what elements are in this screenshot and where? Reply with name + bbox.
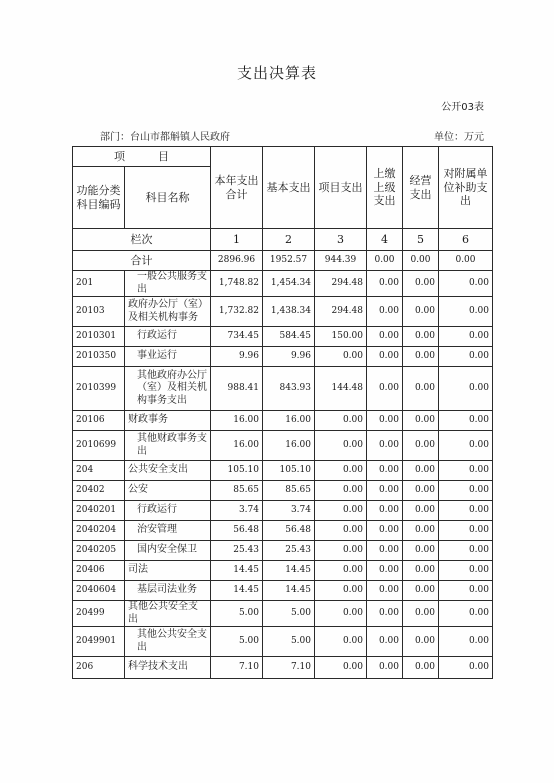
- amount-cell: 0.00: [403, 521, 439, 541]
- table-row: [73, 501, 493, 521]
- page-title: 支出决算表: [236, 64, 317, 82]
- amount-cell: 1,454.34: [263, 271, 315, 297]
- amount-cell: 9.96: [211, 347, 263, 367]
- header-project: 项目支出: [315, 147, 367, 229]
- amount-cell: 16.00: [263, 431, 315, 461]
- amount-cell: 0.00: [439, 461, 493, 481]
- column-index: 6: [439, 229, 493, 251]
- header-upper: 上缴上级支出: [367, 147, 403, 229]
- amount-cell: 0.00: [315, 347, 367, 367]
- amount-cell: 0.00: [439, 601, 493, 627]
- amount-cell: 0.00: [439, 271, 493, 297]
- column-index-label: 栏次: [73, 229, 211, 251]
- amount-cell: 0.00: [367, 461, 403, 481]
- amount-cell: 0.00: [367, 561, 403, 581]
- amount-cell: 294.48: [315, 271, 367, 297]
- total-value: 0.00: [439, 251, 493, 271]
- amount-cell: 25.43: [263, 541, 315, 561]
- subject-code: 206: [73, 657, 125, 679]
- amount-cell: 0.00: [439, 481, 493, 501]
- unit-label: 单位：万元: [434, 132, 484, 143]
- subject-code: 2010301: [73, 327, 125, 347]
- subject-name: 一般公共服务支出: [125, 271, 211, 297]
- subject-name: 国内安全保卫: [125, 541, 211, 561]
- amount-cell: 0.00: [439, 657, 493, 679]
- header-subsidy: 对附属单位补助支出: [439, 147, 493, 229]
- amount-cell: 56.48: [211, 521, 263, 541]
- amount-cell: 1,732.82: [211, 297, 263, 327]
- subject-name: 财政事务: [125, 411, 211, 431]
- amount-cell: 734.45: [211, 327, 263, 347]
- subject-name: 其他公共安全支出: [125, 627, 211, 657]
- header-func-code: 功能分类科目编码: [73, 167, 125, 229]
- amount-cell: 0.00: [315, 657, 367, 679]
- amount-cell: 0.00: [367, 541, 403, 561]
- subject-code: 20499: [73, 601, 125, 627]
- table-row: [73, 271, 493, 297]
- header-subject-name: 科目名称: [125, 167, 211, 229]
- column-index-row: [73, 229, 493, 251]
- amount-cell: 0.00: [367, 411, 403, 431]
- amount-cell: 0.00: [403, 327, 439, 347]
- header-basic: 基本支出: [263, 147, 315, 229]
- table-row: [73, 561, 493, 581]
- amount-cell: 0.00: [315, 541, 367, 561]
- amount-cell: 5.00: [263, 601, 315, 627]
- amount-cell: 14.45: [263, 581, 315, 601]
- amount-cell: 0.00: [439, 627, 493, 657]
- amount-cell: 0.00: [367, 367, 403, 411]
- amount-cell: 105.10: [263, 461, 315, 481]
- subject-code: 2040204: [73, 521, 125, 541]
- table-row: [73, 347, 493, 367]
- total-value: 2896.96: [211, 251, 263, 271]
- subject-code: 2040604: [73, 581, 125, 601]
- total-label: 合计: [73, 251, 211, 271]
- column-index: 3: [315, 229, 367, 251]
- table-row: [73, 601, 493, 627]
- total-value: 0.00: [367, 251, 403, 271]
- amount-cell: 0.00: [367, 601, 403, 627]
- subject-name: 行政运行: [125, 501, 211, 521]
- table-row: [73, 541, 493, 561]
- amount-cell: 0.00: [403, 541, 439, 561]
- column-index: 2: [263, 229, 315, 251]
- subject-name: 政府办公厅（室）及相关机构事务: [125, 297, 211, 327]
- total-value: 1952.57: [263, 251, 315, 271]
- amount-cell: 0.00: [403, 627, 439, 657]
- amount-cell: 0.00: [367, 657, 403, 679]
- amount-cell: 0.00: [439, 521, 493, 541]
- column-index: 5: [403, 229, 439, 251]
- amount-cell: 3.74: [211, 501, 263, 521]
- amount-cell: 0.00: [403, 581, 439, 601]
- amount-cell: 843.93: [263, 367, 315, 411]
- amount-cell: 105.10: [211, 461, 263, 481]
- amount-cell: 0.00: [403, 347, 439, 367]
- amount-cell: 1,748.82: [211, 271, 263, 297]
- amount-cell: 0.00: [367, 431, 403, 461]
- table-row: [73, 581, 493, 601]
- subject-code: 2049901: [73, 627, 125, 657]
- amount-cell: 0.00: [403, 481, 439, 501]
- amount-cell: 0.00: [439, 581, 493, 601]
- amount-cell: 0.00: [367, 271, 403, 297]
- amount-cell: 0.00: [403, 297, 439, 327]
- subject-code: 2010350: [73, 347, 125, 367]
- amount-cell: 584.45: [263, 327, 315, 347]
- amount-cell: 0.00: [439, 561, 493, 581]
- amount-cell: 0.00: [403, 501, 439, 521]
- table-row: [73, 411, 493, 431]
- amount-cell: 0.00: [439, 501, 493, 521]
- column-index: 4: [367, 229, 403, 251]
- amount-cell: 0.00: [439, 327, 493, 347]
- total-value: 0.00: [403, 251, 439, 271]
- column-index: 1: [211, 229, 263, 251]
- amount-cell: 56.48: [263, 521, 315, 541]
- amount-cell: 0.00: [403, 431, 439, 461]
- amount-cell: 85.65: [263, 481, 315, 501]
- amount-cell: 0.00: [367, 327, 403, 347]
- subject-name: 公共安全支出: [125, 461, 211, 481]
- table-row: [73, 327, 493, 347]
- amount-cell: 0.00: [403, 561, 439, 581]
- amount-cell: 0.00: [315, 431, 367, 461]
- subject-name: 其他政府办公厅（室）及相关机构事务支出: [125, 367, 211, 411]
- header-total: 本年支出合计: [211, 147, 263, 229]
- amount-cell: 0.00: [367, 501, 403, 521]
- amount-cell: 7.10: [263, 657, 315, 679]
- table-row: [73, 627, 493, 657]
- subject-name: 公安: [125, 481, 211, 501]
- subject-name: 科学技术支出: [125, 657, 211, 679]
- amount-cell: 9.96: [263, 347, 315, 367]
- amount-cell: 0.00: [403, 461, 439, 481]
- amount-cell: 0.00: [439, 431, 493, 461]
- amount-cell: 0.00: [315, 561, 367, 581]
- header-business: 经营支出: [403, 147, 439, 229]
- amount-cell: 0.00: [367, 627, 403, 657]
- amount-cell: 988.41: [211, 367, 263, 411]
- amount-cell: 25.43: [211, 541, 263, 561]
- table-row: [73, 431, 493, 461]
- subject-code: 2010699: [73, 431, 125, 461]
- subject-name: 司法: [125, 561, 211, 581]
- amount-cell: 0.00: [315, 581, 367, 601]
- amount-cell: 0.00: [315, 481, 367, 501]
- amount-cell: 0.00: [403, 601, 439, 627]
- amount-cell: 0.00: [439, 297, 493, 327]
- subject-name: 行政运行: [125, 327, 211, 347]
- amount-cell: 16.00: [211, 431, 263, 461]
- table-row: [73, 367, 493, 411]
- subject-name: 事业运行: [125, 347, 211, 367]
- subject-code: 201: [73, 271, 125, 297]
- table-row: [73, 481, 493, 501]
- total-value: 944.39: [315, 251, 367, 271]
- total-row: [73, 251, 493, 271]
- amount-cell: 1,438.34: [263, 297, 315, 327]
- table-row: [73, 461, 493, 481]
- amount-cell: 150.00: [315, 327, 367, 347]
- amount-cell: 14.45: [211, 561, 263, 581]
- amount-cell: 0.00: [439, 347, 493, 367]
- amount-cell: 294.48: [315, 297, 367, 327]
- subject-name: 其他公共安全支出: [125, 601, 211, 627]
- subject-code: 2010399: [73, 367, 125, 411]
- subject-name: 基层司法业务: [125, 581, 211, 601]
- amount-cell: 85.65: [211, 481, 263, 501]
- subject-code: 20103: [73, 297, 125, 327]
- amount-cell: 0.00: [403, 411, 439, 431]
- document-code: 公开03表: [441, 102, 484, 113]
- table-row: [73, 657, 493, 679]
- amount-cell: 3.74: [263, 501, 315, 521]
- amount-cell: 16.00: [263, 411, 315, 431]
- header-item: 项 目: [73, 147, 211, 167]
- amount-cell: 5.00: [211, 627, 263, 657]
- amount-cell: 14.45: [263, 561, 315, 581]
- amount-cell: 5.00: [263, 627, 315, 657]
- amount-cell: 0.00: [315, 627, 367, 657]
- amount-cell: 0.00: [403, 657, 439, 679]
- subject-code: 204: [73, 461, 125, 481]
- subject-code: 20106: [73, 411, 125, 431]
- subject-code: 20406: [73, 561, 125, 581]
- amount-cell: 0.00: [315, 521, 367, 541]
- amount-cell: 16.00: [211, 411, 263, 431]
- amount-cell: 7.10: [211, 657, 263, 679]
- subject-code: 2040205: [73, 541, 125, 561]
- department-label: 部门：台山市都斛镇人民政府: [100, 132, 230, 143]
- expenditure-table: [72, 146, 493, 679]
- subject-name: 其他财政事务支出: [125, 431, 211, 461]
- amount-cell: 0.00: [315, 501, 367, 521]
- subject-code: 20402: [73, 481, 125, 501]
- amount-cell: 0.00: [367, 581, 403, 601]
- amount-cell: 0.00: [439, 367, 493, 411]
- amount-cell: 0.00: [403, 271, 439, 297]
- subject-code: 2040201: [73, 501, 125, 521]
- amount-cell: 0.00: [367, 521, 403, 541]
- amount-cell: 144.48: [315, 367, 367, 411]
- table-row: [73, 297, 493, 327]
- amount-cell: 0.00: [439, 411, 493, 431]
- amount-cell: 0.00: [367, 297, 403, 327]
- amount-cell: 5.00: [211, 601, 263, 627]
- amount-cell: 0.00: [439, 541, 493, 561]
- amount-cell: 14.45: [211, 581, 263, 601]
- amount-cell: 0.00: [367, 481, 403, 501]
- amount-cell: 0.00: [367, 347, 403, 367]
- subject-name: 治安管理: [125, 521, 211, 541]
- amount-cell: 0.00: [403, 367, 439, 411]
- amount-cell: 0.00: [315, 601, 367, 627]
- amount-cell: 0.00: [315, 411, 367, 431]
- table-row: [73, 521, 493, 541]
- amount-cell: 0.00: [315, 461, 367, 481]
